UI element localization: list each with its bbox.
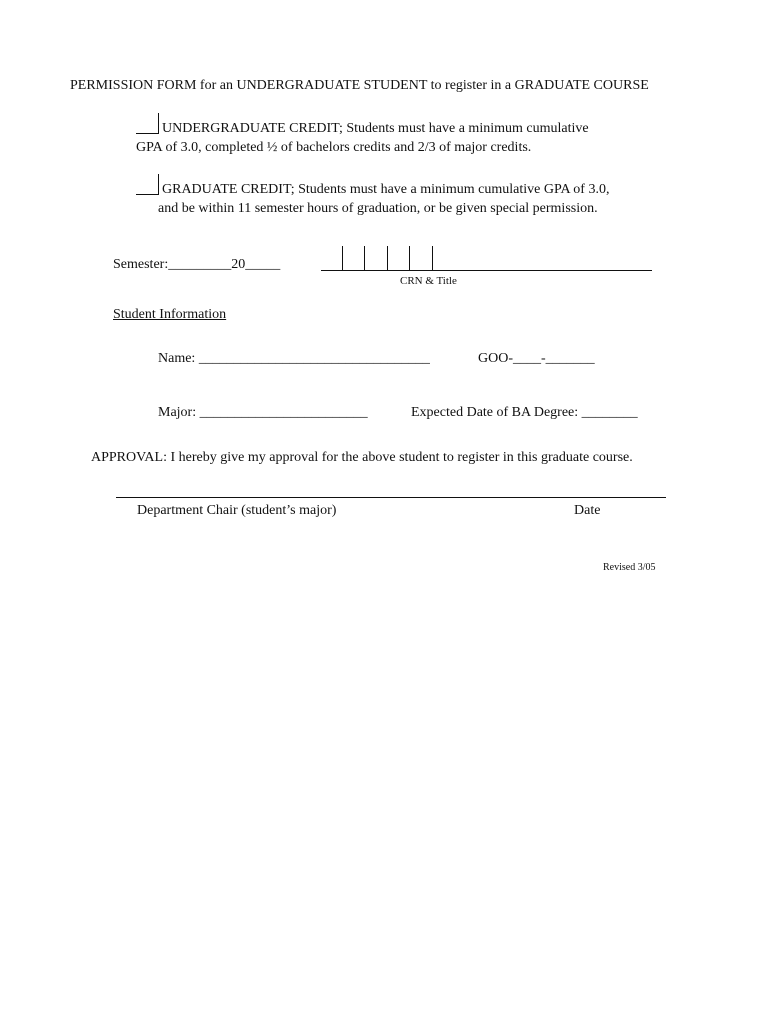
goo-id-field[interactable]: GOO-____-_______ xyxy=(478,351,595,366)
approval-statement: APPROVAL: I hereby give my approval for the above student to register in this graduate course. xyxy=(91,450,633,465)
crn-divider xyxy=(387,246,388,270)
crn-caption: CRN & Title xyxy=(400,275,457,287)
form-title: PERMISSION FORM for an UNDERGRADUATE STUDENT to register in a GRADUATE COURSE xyxy=(70,78,649,93)
name-field[interactable]: Name: _________________________________ xyxy=(158,351,430,366)
crn-divider xyxy=(364,246,365,270)
major-field[interactable]: Major: ________________________ xyxy=(158,405,368,420)
undergrad-credit-line2: GPA of 3.0, completed ½ of bachelors credits and 2/3 of major credits. xyxy=(136,140,532,155)
revision-note: Revised 3/05 xyxy=(603,562,656,573)
student-info-heading: Student Information xyxy=(113,307,227,322)
signature-line[interactable] xyxy=(116,497,666,498)
crn-divider xyxy=(432,246,433,270)
department-chair-label: Department Chair (student’s major) xyxy=(137,503,337,518)
grad-credit-line1: GRADUATE CREDIT; Students must have a minimum cumulative GPA of 3.0, xyxy=(162,182,610,197)
semester-field[interactable]: Semester:_________20_____ xyxy=(113,257,281,272)
undergrad-credit-checkbox[interactable] xyxy=(136,113,159,134)
grad-credit-checkbox[interactable] xyxy=(136,174,159,195)
crn-divider xyxy=(342,246,343,270)
undergrad-credit-line1: UNDERGRADUATE CREDIT; Students must have a minimum cumulative xyxy=(162,121,589,136)
crn-divider xyxy=(409,246,410,270)
ba-date-field[interactable]: Expected Date of BA Degree: ________ xyxy=(411,405,638,420)
crn-title-underline xyxy=(321,270,652,271)
grad-credit-line2: and be within 11 semester hours of graduation, or be given special permission. xyxy=(158,201,598,216)
date-label: Date xyxy=(574,503,601,518)
